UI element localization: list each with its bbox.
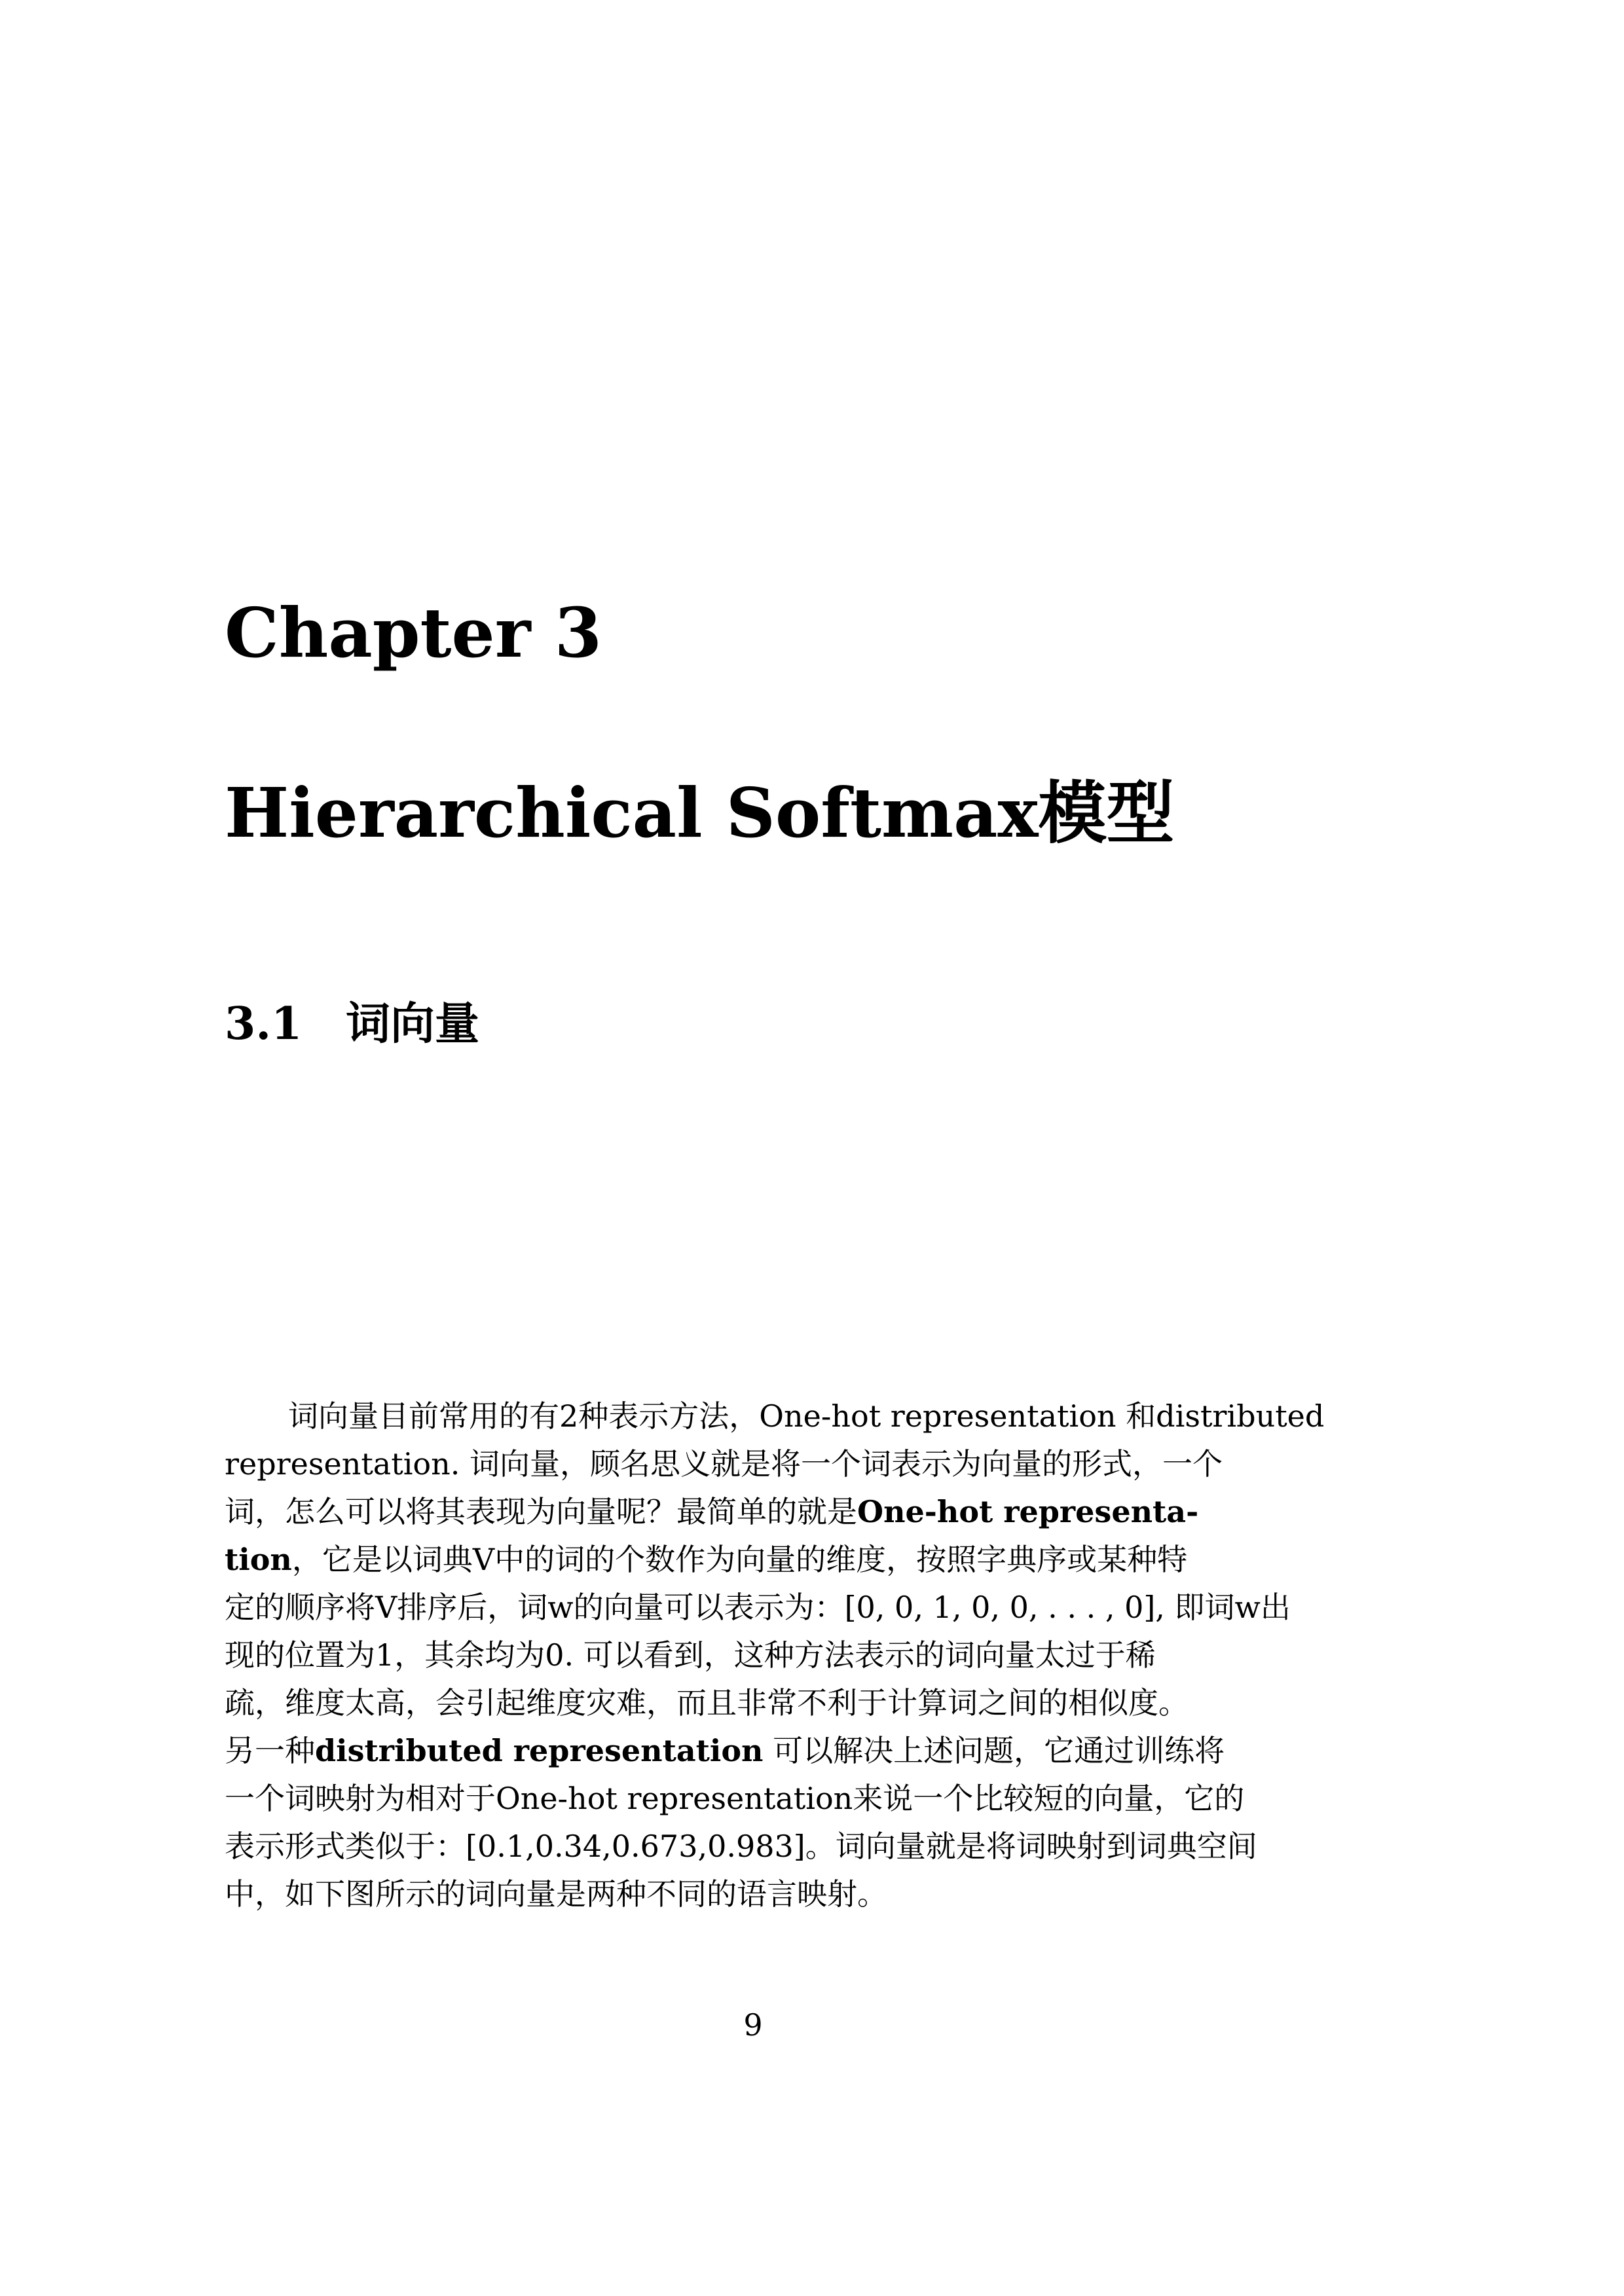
section-heading [225,998,480,1050]
paragraph-text: 词，怎么可以将其表现为向量呢？最简单的就是 [225,1494,857,1529]
chapter-label: Chapter 3 [225,592,602,673]
bold-term: distributed representation [315,1733,764,1768]
paragraph-line: 表示形式类似于：[0.1,0.34,0.673,0.983]。词向量就是将词映射到词典空间 [225,1829,1257,1864]
paragraph-line: 一个词映射为相对于One-hot representation来说一个比较短的向量，它的 [225,1781,1245,1816]
paragraph-line: 中，如下图所示的词向量是两种不同的语言映射。 [225,1876,887,1912]
paragraph-line: 现的位置为1，其余均为0. 可以看到，这种方法表示的词向量太过于稀 [225,1637,1156,1673]
paragraph-line: 词向量目前常用的有2种表示方法，One-hot representation 和distributed [288,1398,1325,1434]
chapter-title: Hierarchical Softmax模型 [225,773,1175,853]
paragraph-line: representation. 词向量，顾名思义就是将一个词表示为向量的形式，一个 [225,1446,1223,1482]
bold-term: One-hot representa- [857,1494,1199,1529]
bold-term: tion [225,1542,292,1577]
paragraph-line: 疏，维度太高，会引起维度灾难，而且非常不利于计算词之间的相似度。 [225,1685,1189,1721]
paragraph-text: ，它是以词典V中的词的个数作为向量的维度，按照字典序或某种特 [291,1542,1188,1577]
paragraph-text: 另一种 [225,1733,315,1768]
page-number: 9 [743,2007,763,2043]
section-number: 3.1 [225,998,303,1050]
paragraph-text: 可以解决上述问题，它通过训练将 [763,1733,1225,1768]
paragraph-line [225,1544,1305,1575]
section-title: 词向量 [346,998,480,1050]
paragraph-line: 定的顺序将V排序后，词w的向量可以表示为：[0, 0, 1, 0, 0, . . . , 0], 即词w出 [225,1590,1291,1625]
paragraph-line [225,1494,1305,1529]
paragraph-line [225,1733,1305,1768]
